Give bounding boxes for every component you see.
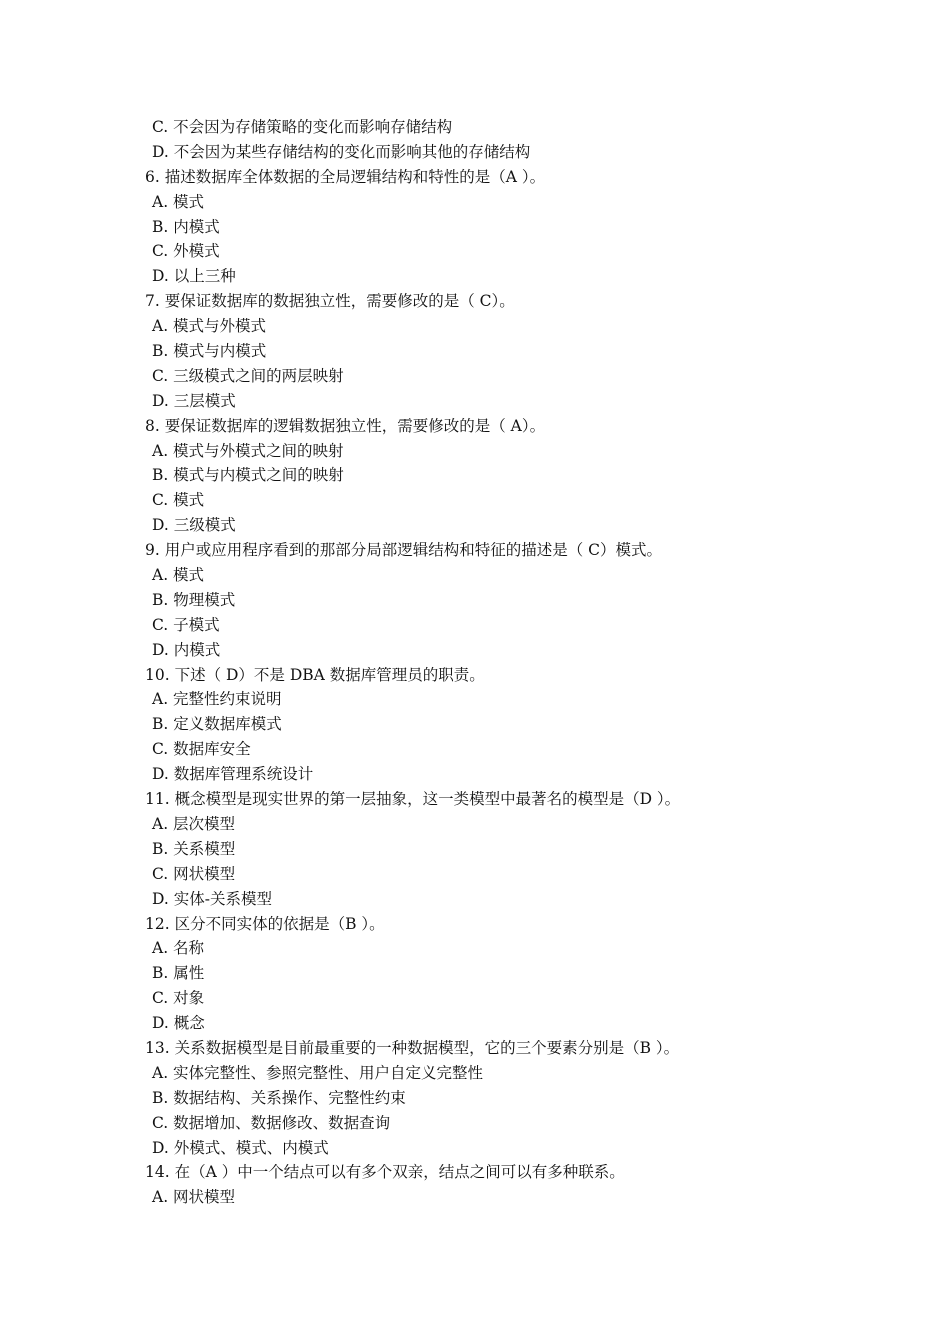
option-text: C. 子模式 (152, 615, 220, 634)
option-text: D. 内模式 (152, 640, 221, 659)
question-text: 9. 用户或应用程序看到的那部分局部逻辑结构和特征的描述是（ C）模式。 (145, 541, 663, 560)
option-text: D. 三级模式 (152, 516, 236, 535)
option-text: D. 数据库管理系统设计 (152, 765, 314, 784)
option-text: A. 名称 (152, 939, 205, 958)
question-text: 14. 在（A ）中一个结点可以有多个双亲，结点之间可以有多种联系。 (145, 1163, 625, 1182)
option-text: C. 对象 (152, 989, 205, 1008)
option-text: A. 模式 (152, 566, 205, 585)
option-text: D. 三层模式 (152, 391, 236, 410)
option-text: D. 外模式、模式、内模式 (152, 1138, 329, 1157)
question-text: 8. 要保证数据库的逻辑数据独立性，需要修改的是（ A）。 (145, 416, 546, 435)
option-text: A. 模式 (152, 192, 205, 211)
option-text: B. 物理模式 (152, 590, 236, 609)
question-text: 11. 概念模型是现实世界的第一层抽象，这一类模型中最著名的模型是（D ）。 (145, 790, 681, 809)
option-text: A. 完整性约束说明 (152, 690, 282, 709)
option-text: A. 模式与外模式之间的映射 (152, 441, 344, 460)
option-text: B. 模式与内模式之间的映射 (152, 466, 344, 485)
option-text: B. 模式与内模式 (152, 342, 267, 361)
option-text: C. 数据库安全 (152, 740, 251, 759)
option-text: D. 以上三种 (152, 267, 236, 286)
option-text: D. 实体-关系模型 (152, 889, 272, 908)
question-text: 12. 区分不同实体的依据是（B ）。 (145, 914, 385, 933)
option-text: B. 定义数据库模式 (152, 715, 282, 734)
option-text: C. 模式 (152, 491, 205, 510)
option-text: A. 层次模型 (152, 814, 236, 833)
option-text: B. 关系模型 (152, 839, 236, 858)
option-text: C. 网状模型 (152, 864, 236, 883)
option-text: D. 概念 (152, 1014, 205, 1033)
question-text: 10. 下述（ D）不是 DBA 数据库管理员的职责。 (145, 665, 485, 684)
option-text: A. 网状模型 (152, 1188, 236, 1207)
option-text: C. 外模式 (152, 242, 220, 261)
option-text: A. 模式与外模式 (152, 317, 267, 336)
option-text: C. 数据增加、数据修改、数据查询 (152, 1113, 391, 1132)
question-text: 6. 描述数据库全体数据的全局逻辑结构和特性的是（A ）。 (145, 167, 546, 186)
option-text: B. 数据结构、关系操作、完整性约束 (152, 1088, 406, 1107)
option-text: C. 三级模式之间的两层映射 (152, 366, 344, 385)
question-text: 13. 关系数据模型是目前最重要的一种数据模型，它的三个要素分别是（B ）。 (145, 1038, 680, 1057)
option-text: C. 不会因为存储策略的变化而影响存储结构 (152, 118, 453, 136)
question-list (0, 115, 950, 1210)
option-text: B. 属性 (152, 964, 205, 983)
question-text: 7. 要保证数据库的数据独立性，需要修改的是（ C）。 (145, 292, 515, 311)
option-text: D. 不会因为某些存储结构的变化而影响其他的存储结构 (152, 142, 531, 161)
option-text: A. 实体完整性、参照完整性、用户自定义完整性 (152, 1063, 484, 1082)
option-text: B. 内模式 (152, 217, 220, 236)
